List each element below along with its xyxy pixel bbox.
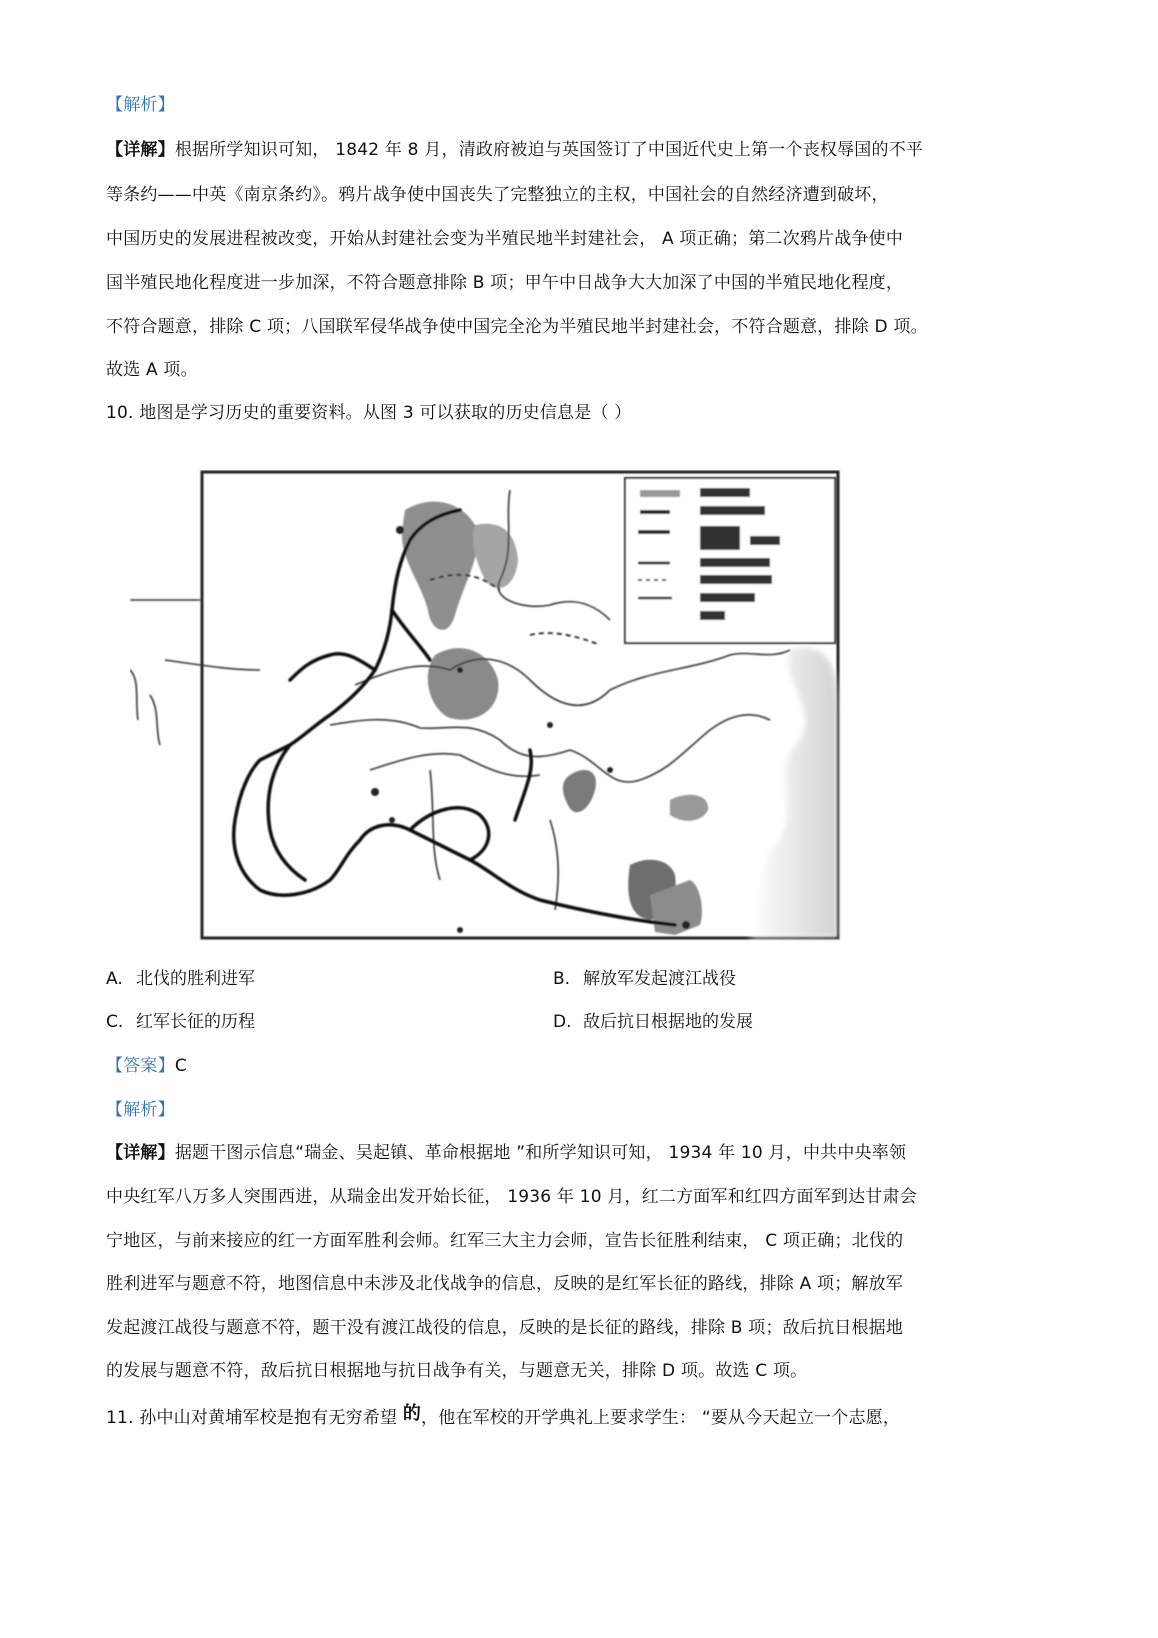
option-letter: B. — [553, 969, 571, 989]
base-area-east — [670, 795, 708, 821]
map-west-edge — [130, 600, 260, 745]
detail-paragraph-line: 中国历史的发展进程被改变，开始从封建社会变为半殖民地半封建社会， A 项正确；第二次鸦片战争使中 — [106, 229, 904, 249]
detail-paragraph-line: 发起渡江战役与题意不符，题干没有渡江战役的信息，反映的是长征的路线，排除 B 项；敌后抗日根据地 — [106, 1318, 904, 1338]
detail-paragraph-line: 不符合题意，排除 C 项；八国联军侵华战争使中国完全沦为半殖民地半封建社会，不符合题意，排除 D 项。 — [106, 317, 928, 337]
option-text: 解放军发起渡江战役 — [583, 969, 736, 989]
option-text: 敌后抗日根据地的发展 — [583, 1012, 753, 1032]
option-a — [106, 968, 255, 990]
option-c — [106, 1011, 255, 1033]
analysis-label: 【解析】 — [106, 95, 175, 115]
option-text: 红军长征的历程 — [136, 1012, 255, 1032]
emphasized-char: 的 — [402, 1403, 422, 1424]
answer-value: C — [174, 1056, 187, 1076]
question-10-stem: 10. 地图是学习历史的重要资料。从图 3 可以获取的历史信息是（ ） — [106, 403, 632, 423]
detail-paragraph-line: 故选 A 项。 — [106, 360, 198, 380]
answer-line — [106, 1055, 187, 1077]
question-11-stem: 11. 孙中山对黄埔军校是抱有无穷希望 的，他在军校的开学典礼上要求学生： “要从今天起立一个志愿， — [106, 1403, 901, 1428]
option-letter: D. — [553, 1012, 572, 1032]
detail-paragraph-line: 等条约——中英《南京条约》。鸦片战争使中国丧失了完整独立的主权，中国社会的自然经济遭到破坏， — [106, 185, 889, 205]
option-letter: C. — [106, 1012, 124, 1032]
option-d — [553, 1011, 753, 1033]
analysis-label: 【解析】 — [106, 1100, 175, 1120]
detail-paragraph-line: 的发展与题意不符，敌后抗日根据地与抗日战争有关，与题意无关，排除 D 项。故选 C 项。 — [106, 1361, 808, 1381]
option-text: 北伐的胜利进军 — [136, 969, 255, 989]
historical-map-figure — [130, 470, 850, 960]
base-area-middle — [563, 770, 596, 812]
detail-paragraph-line: 【详解】根据所学知识可知， 1842 年 8 月，清政府被迫与英国签订了中国近代史上第一个丧权辱国的不平 — [106, 140, 924, 160]
detail-paragraph-line: 胜利进军与题意不符，地图信息中未涉及北伐战争的信息，反映的是红军长征的路线，排除 A 项；解放军 — [106, 1274, 904, 1294]
detail-label: 【详解】 — [106, 1143, 175, 1163]
detail-paragraph-line: 宁地区，与前来接应的红一方面军胜利会师。红军三大主力会师，宣告长征胜利结束， C 项正确；北伐的 — [106, 1231, 904, 1251]
dashed-route — [530, 633, 600, 645]
base-area-north — [473, 524, 518, 588]
base-area-northwest — [402, 502, 478, 630]
sea-shading — [750, 648, 838, 938]
detail-label: 【详解】 — [106, 140, 175, 160]
detail-paragraph-line: 中央红军八万多人突围西进，从瑞金出发开始长征， 1936 年 10 月，红二方面军和红四方面军到达甘肃会 — [106, 1187, 917, 1207]
option-b — [553, 968, 736, 990]
detail-paragraph-line: 国半殖民地化程度进一步加深，不符合题意排除 B 项；甲午中日战争大大加深了中国的半殖民地化程度， — [106, 273, 904, 293]
answer-label: 【答案】 — [106, 1056, 175, 1076]
detail-paragraph-line: 【详解】据题干图示信息“瑞金、吴起镇、革命根据地 ”和所学知识可知， 1934 年 10 月，中共中央率领 — [106, 1143, 907, 1163]
map-svg — [130, 470, 850, 960]
option-letter: A. — [106, 969, 123, 989]
